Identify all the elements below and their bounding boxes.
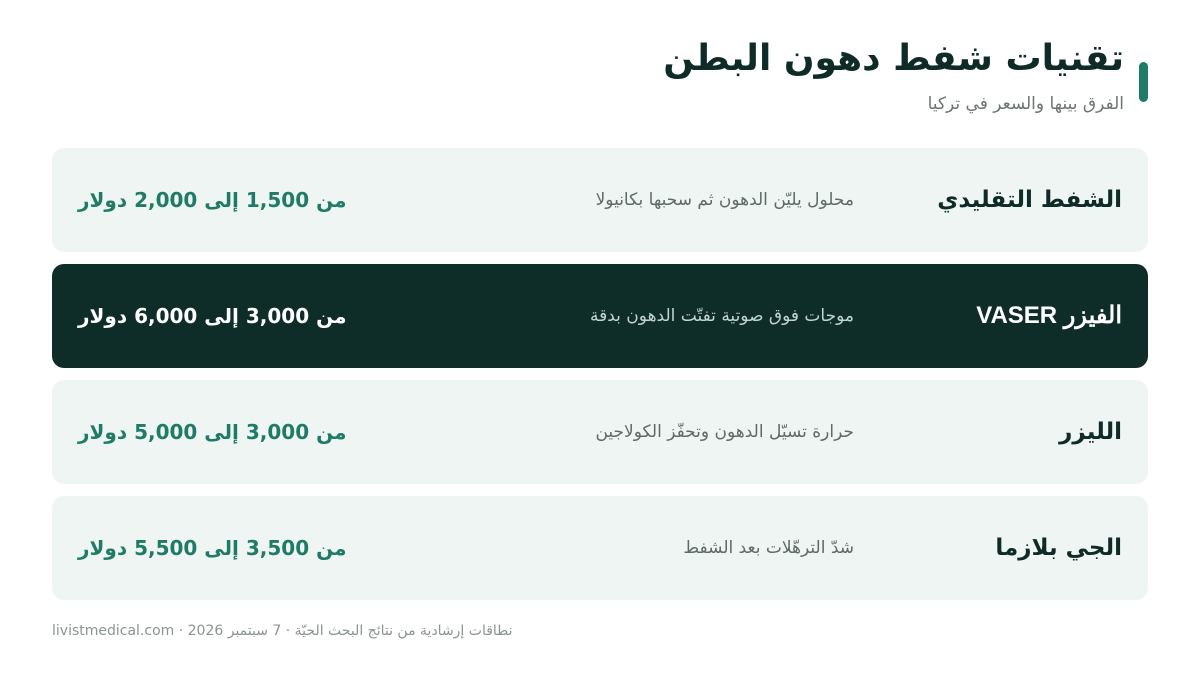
technique-row-vaser	[52, 264, 1148, 368]
technique-price: من 1,500 إلى 2,000 دولار	[78, 188, 347, 212]
technique-row-traditional	[52, 148, 1148, 252]
technique-description: شدّ الترهّلات بعد الشفط	[683, 538, 854, 558]
technique-description: حرارة تسيّل الدهون وتحفّز الكولاجين	[595, 422, 854, 442]
source-footer: نطاقات إرشادية من نتائج البحث الحيّة · 7 سبتمبر 2026 · livistmedical.com	[52, 623, 513, 639]
page-title: تقنيات شفط دهون البطن	[663, 38, 1124, 79]
technique-description: موجات فوق صوتية تفتّت الدهون بدقة	[590, 306, 854, 326]
title-accent-bar	[1139, 62, 1148, 102]
technique-name: الفيزر VASER	[976, 302, 1122, 329]
techniques-list	[52, 148, 1148, 612]
technique-description: محلول يليّن الدهون ثم سحبها بكانيولا	[595, 190, 854, 210]
technique-name: الليزر	[1059, 419, 1122, 445]
technique-name: الجي بلازما	[995, 535, 1122, 561]
page-subtitle: الفرق بينها والسعر في تركيا	[927, 94, 1124, 114]
technique-name: الشفط التقليدي	[937, 187, 1122, 213]
technique-price: من 3,500 إلى 5,500 دولار	[78, 536, 347, 560]
technique-row-j-plasma	[52, 496, 1148, 600]
technique-price: من 3,000 إلى 5,000 دولار	[78, 420, 347, 444]
technique-row-laser	[52, 380, 1148, 484]
technique-price: من 3,000 إلى 6,000 دولار	[78, 304, 347, 328]
